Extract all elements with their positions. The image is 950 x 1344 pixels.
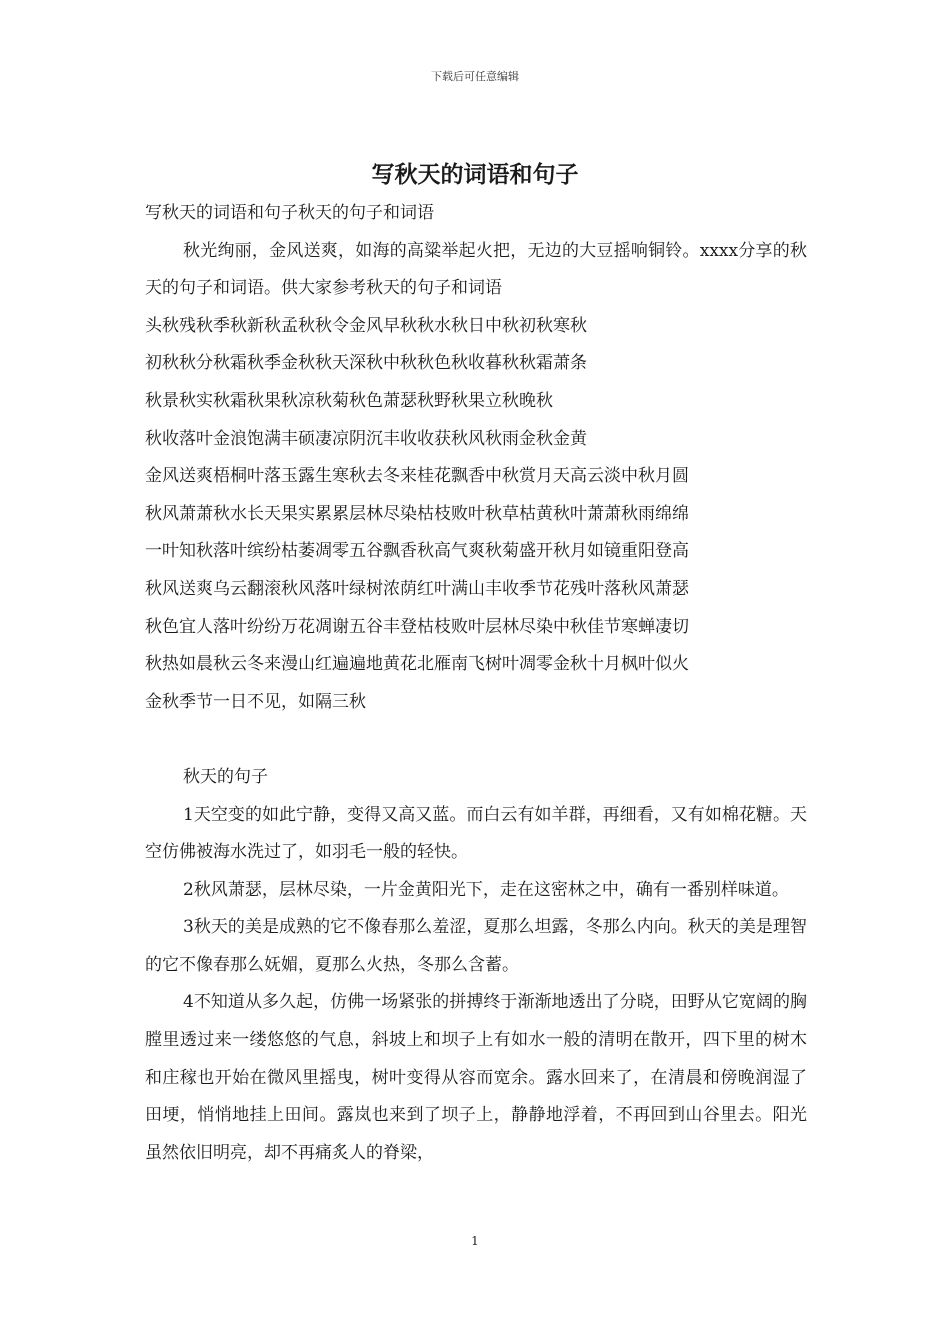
word-line: 秋景秋实秋霜秋果秋凉秋菊秋色萧瑟秋野秋果立秋晚秋 [145,390,553,411]
word-line: 秋风送爽乌云翻滚秋风落叶绿树浓荫红叶满山丰收季节花残叶落秋风萧瑟 [145,578,689,599]
sentence-paragraph: 1天空变的如此宁静，变得又高又蓝。而白云有如羊群，再细看，又有如棉花糖。天空仿佛被海水洗过了，如羽毛一般的轻快。 [145,804,807,863]
word-line: 秋色宜人落叶纷纷万花凋谢五谷丰登枯枝败叶层林尽染中秋佳节寒蝉凄切 [145,616,689,637]
subtitle: 写秋天的词语和句子秋天的句子和词语 [145,203,434,223]
word-line: 秋风萧萧秋水长天果实累累层林尽染枯枝败叶秋草枯黄秋叶萧萧秋雨绵绵 [145,503,689,524]
word-line: 金风送爽梧桐叶落玉露生寒秋去冬来桂花飘香中秋赏月天高云淡中秋月圆 [145,466,689,487]
word-line: 秋收落叶金浪饱满丰硕凄凉阴沉丰收收获秋风秋雨金秋金黄 [145,428,587,449]
sentence-paragraph: 3秋天的美是成熟的它不像春那么羞涩，夏那么坦露，冬那么内向。秋天的美是理智的它不像春那么妩媚，夏那么火热，冬那么含蓄。 [145,917,807,975]
word-line: 头秋残秋季秋新秋孟秋秋令金风早秋秋水秋日中秋初秋寒秋 [145,315,587,336]
intro-paragraph: 秋光绚丽，金风送爽，如海的高粱举起火把，无边的大豆摇响铜铃。xxxx分享的秋天的句子和词语。供大家参考秋天的句子和词语 [145,240,807,299]
word-line: 秋热如晨秋云冬来漫山红遍遍地黄花北雁南飞树叶凋零金秋十月枫叶似火 [145,654,689,675]
sentence-paragraph: 4不知道从多久起，仿佛一场紧张的拼搏终于渐渐地透出了分晓，田野从它宽阔的胸膛里透过来一缕悠悠的气息，斜坡上和坝子上有如水一般的清明在散开，四下里的树木和庄稼也开始在微风里摇曳，树叶变得从容而宽余。露水回来了，在清晨和傍晚润湿了田埂，悄悄地挂上田间。露岚也来到了坝子上，静静地浮着，不再回到山谷里去。阳光虽然依旧明亮，却不再痛炙人的脊梁， [145,992,807,1163]
sentences-heading: 秋天的句子 [183,766,268,787]
word-line: 一叶知秋落叶缤纷枯萎凋零五谷飘香秋高气爽秋菊盛开秋月如镜重阳登高 [145,541,689,562]
document-body [145,195,807,1172]
word-line: 金秋季节一日不见，如隔三秋 [145,691,366,712]
sentence-paragraph: 2秋风萧瑟，层林尽染，一片金黄阳光下，走在这密林之中，确有一番别样味道。 [183,879,789,900]
page-header: 下载后可任意编辑 [431,70,519,83]
word-line: 初秋秋分秋霜秋季金秋秋天深秋中秋秋色秋收暮秋秋霜萧条 [145,353,587,374]
document-title: 写秋天的词语和句子 [371,161,579,188]
paragraph-spacer [145,721,807,759]
page-number: 1 [471,1234,479,1248]
